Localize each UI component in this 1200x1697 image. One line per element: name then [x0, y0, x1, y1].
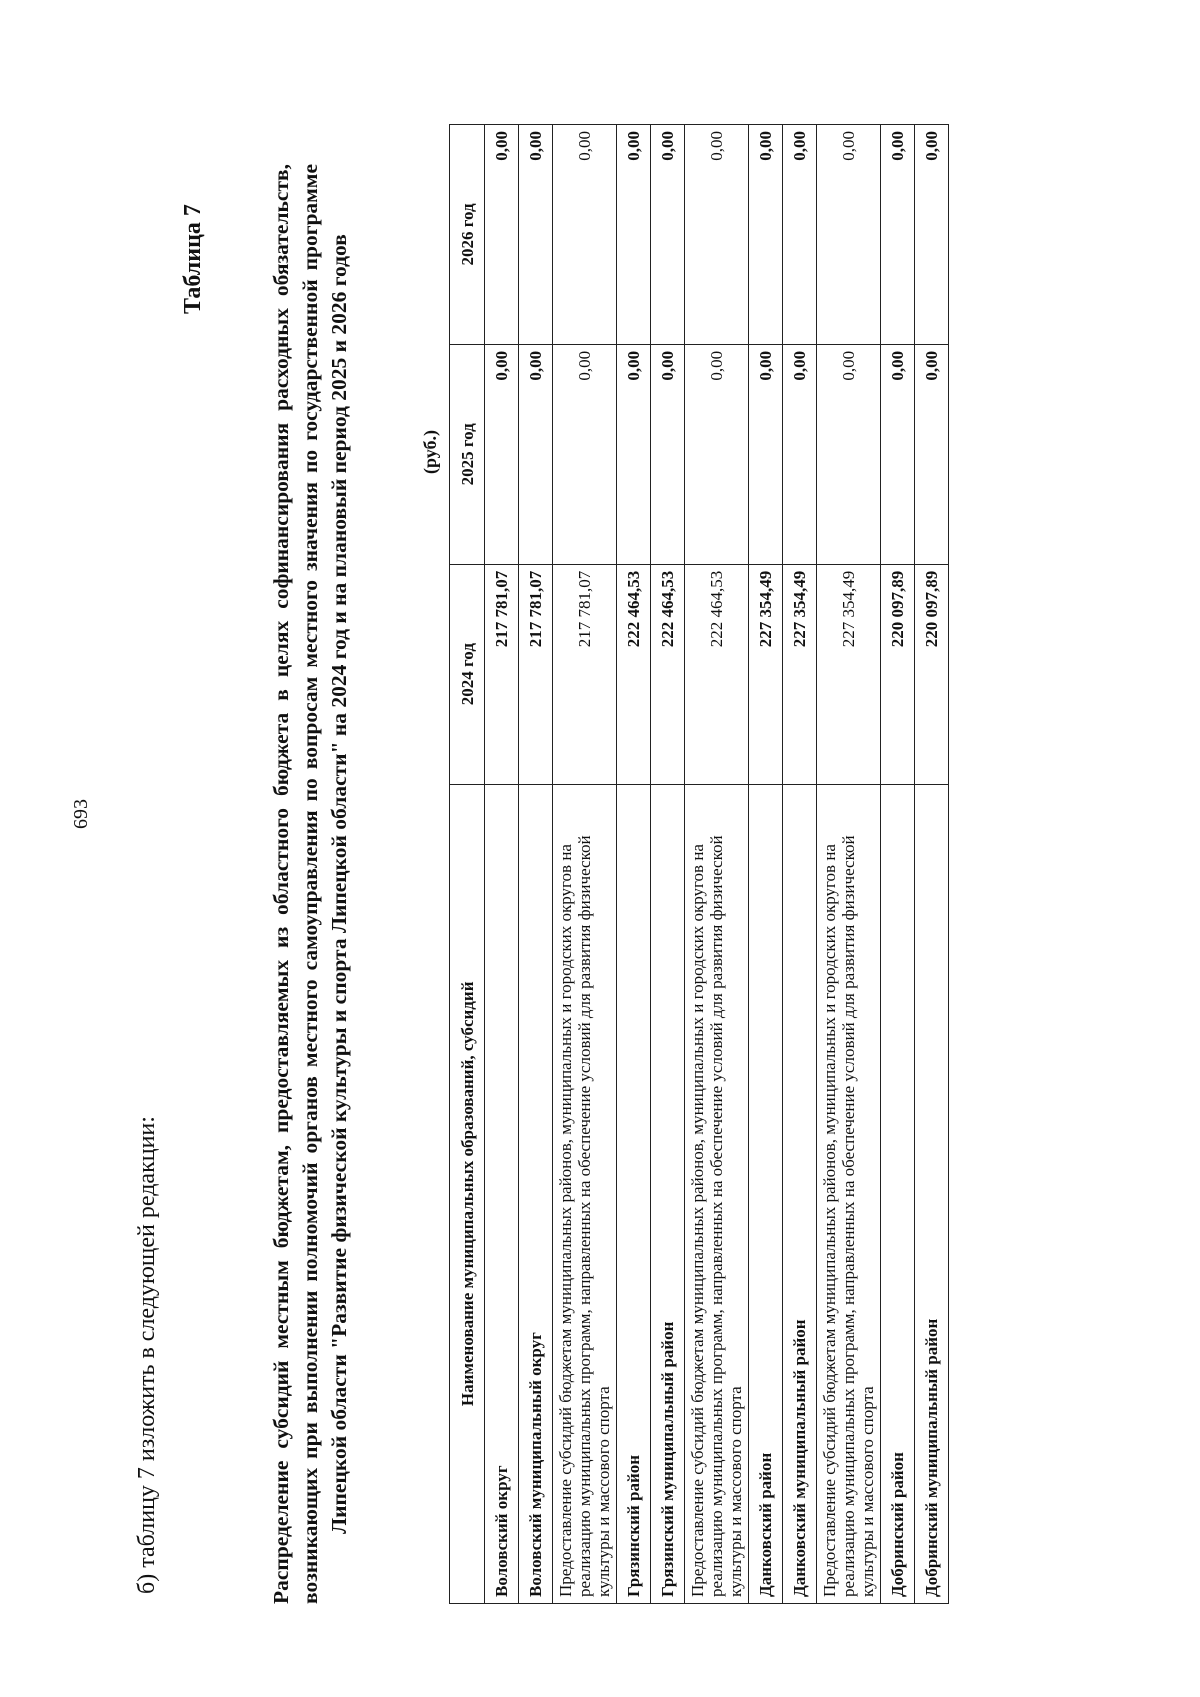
row-name-cell: Грязинский район [617, 784, 651, 1603]
header-2024: 2024 год [450, 564, 485, 784]
row-2025-cell: 0,00 [817, 344, 881, 564]
row-name-cell: Предоставление субсидий бюджетам муниципальных районов, муниципальных и городских округов на реализацию муниципальных программ, направленных на обеспечение условий для развития физической культуры и массового спорта [817, 784, 881, 1603]
row-2025-cell: 0,00 [617, 344, 651, 564]
row-name-cell: Грязинский муниципальный район [651, 784, 685, 1603]
row-name-cell: Предоставление субсидий бюджетам муниципальных районов, муниципальных и городских округов на реализацию муниципальных программ, направленных на обеспечение условий для развития физической культуры и массового спорта [685, 784, 749, 1603]
row-2026-cell: 0,00 [519, 125, 553, 345]
row-2025-cell: 0,00 [915, 344, 949, 564]
row-2025-cell: 0,00 [881, 344, 915, 564]
header-2025: 2025 год [450, 344, 485, 564]
intro-text: б) таблицу 7 изложить в следующей редакции: [134, 1116, 160, 1594]
row-name-cell: Воловский округ [485, 784, 519, 1603]
row-2025-cell: 0,00 [685, 344, 749, 564]
table-row [685, 125, 749, 1604]
table-header-row [450, 125, 485, 1604]
row-2025-cell: 0,00 [651, 344, 685, 564]
table-row [915, 125, 949, 1604]
row-2025-cell: 0,00 [783, 344, 817, 564]
row-2024-cell: 222 464,53 [617, 564, 651, 784]
row-2026-cell: 0,00 [485, 125, 519, 345]
row-2025-cell: 0,00 [485, 344, 519, 564]
row-2024-cell: 220 097,89 [881, 564, 915, 784]
row-2026-cell: 0,00 [817, 125, 881, 345]
row-2024-cell: 227 354,49 [749, 564, 783, 784]
row-name-cell: Данковский район [749, 784, 783, 1603]
header-name: Наименование муниципальных образований, субсидий [450, 784, 485, 1603]
row-2025-cell: 0,00 [749, 344, 783, 564]
row-2026-cell: 0,00 [915, 125, 949, 345]
row-2024-cell: 217 781,07 [485, 564, 519, 784]
row-2026-cell: 0,00 [553, 125, 617, 345]
table-row [749, 125, 783, 1604]
table-row [617, 125, 651, 1604]
table-row [519, 125, 553, 1604]
table-row [651, 125, 685, 1604]
table-row [817, 125, 881, 1604]
table-row [881, 125, 915, 1604]
row-2024-cell: 217 781,07 [553, 564, 617, 784]
row-2026-cell: 0,00 [685, 125, 749, 345]
row-name-cell: Предоставление субсидий бюджетам муниципальных районов, муниципальных и городских округов на реализацию муниципальных программ, направленных на обеспечение условий для развития физической культуры и массового спорта [553, 784, 617, 1603]
row-2025-cell: 0,00 [553, 344, 617, 564]
table-number: Таблица 7 [180, 204, 206, 314]
subsidy-table [449, 124, 949, 1604]
row-2026-cell: 0,00 [749, 125, 783, 345]
unit-label: (руб.) [420, 429, 440, 474]
row-2024-cell: 222 464,53 [685, 564, 749, 784]
row-name-cell: Добринский район [881, 784, 915, 1603]
row-name-cell: Данковский муниципальный район [783, 784, 817, 1603]
table-row [553, 125, 617, 1604]
row-2024-cell: 217 781,07 [519, 564, 553, 784]
table-row [783, 125, 817, 1604]
row-2024-cell: 220 097,89 [915, 564, 949, 784]
header-2026: 2026 год [450, 125, 485, 345]
table-body [485, 125, 949, 1604]
row-2024-cell: 222 464,53 [651, 564, 685, 784]
row-2026-cell: 0,00 [617, 125, 651, 345]
page-number: 693 [70, 799, 92, 829]
row-2024-cell: 227 354,49 [817, 564, 881, 784]
row-name-cell: Воловский муниципальный округ [519, 784, 553, 1603]
row-name-cell: Добринский муниципальный район [915, 784, 949, 1603]
row-2024-cell: 227 354,49 [783, 564, 817, 784]
row-2026-cell: 0,00 [651, 125, 685, 345]
table-heading: Распределение субсидий местным бюджетам, предоставляемых из областного бюджета в целях софинансирования расходных обязательств, возникающих при выполнении полномочий органов местного самоуправления по вопросам местного значения по государственной программе Липецкой области "Развитие физической культуры и спорта Липецкой области" на 2024 год и на плановый период 2025 и 2026 годов [269, 164, 351, 1604]
row-2026-cell: 0,00 [783, 125, 817, 345]
rotated-page [70, 64, 1060, 1624]
row-2026-cell: 0,00 [881, 125, 915, 345]
row-2025-cell: 0,00 [519, 344, 553, 564]
table-row [485, 125, 519, 1604]
